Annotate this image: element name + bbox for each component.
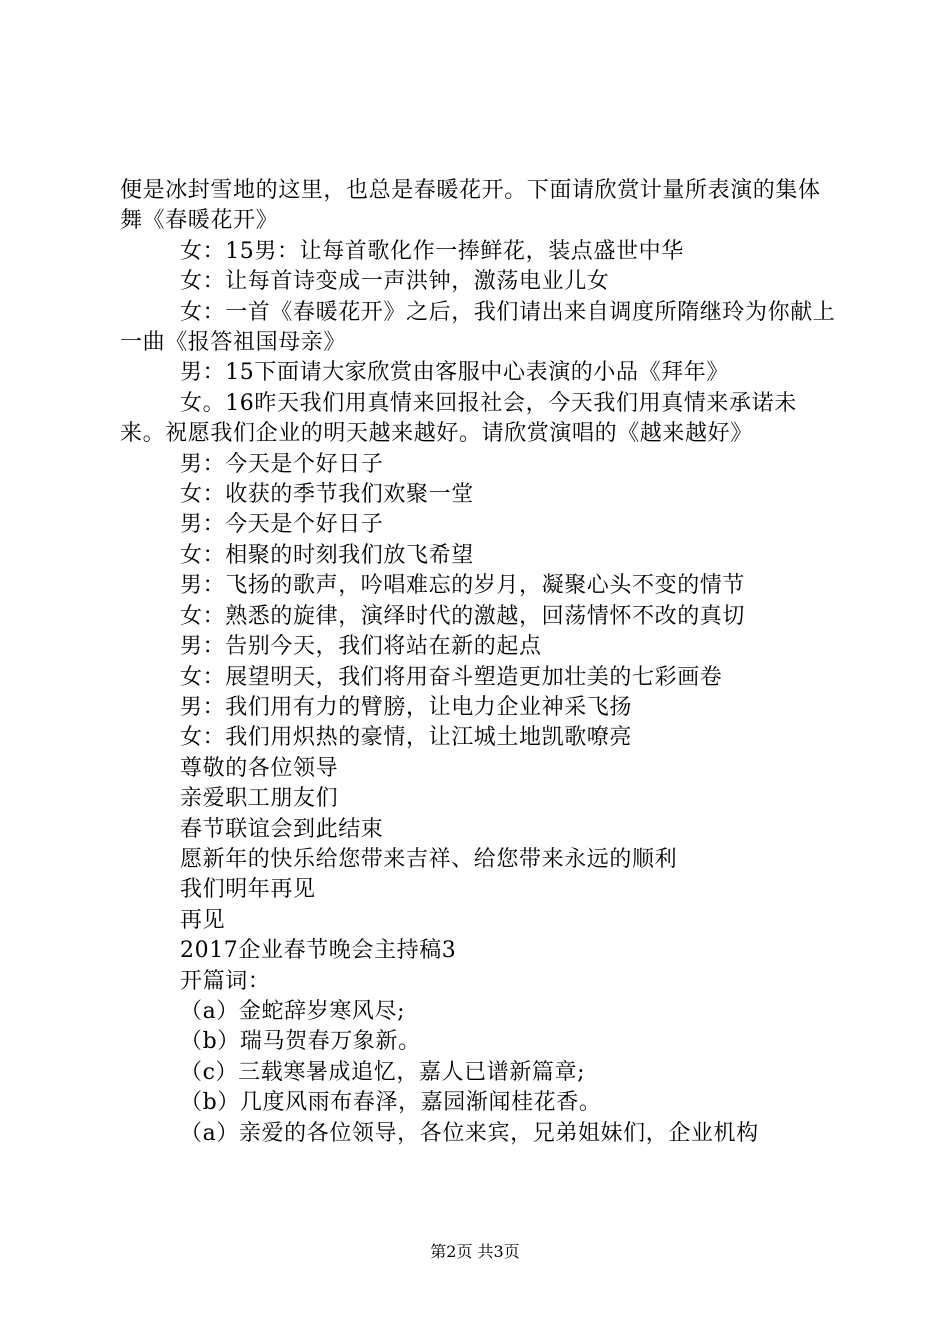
paragraph: 开篇词：	[180, 968, 271, 994]
section-title: 2017企业春节晚会主持稿3	[180, 938, 457, 964]
paragraph: 尊敬的各位领导	[180, 755, 339, 781]
document-body	[120, 176, 840, 1149]
paragraph: 女：我们用炽热的豪情，让江城土地凯歌嘹亮	[180, 725, 633, 751]
paragraph: 男：今天是个好日子	[180, 512, 384, 538]
paragraph: 便是冰封雪地的这里，也总是春暖花开。下面请欣赏计量所表演的集体舞《春暖花开》	[120, 178, 821, 234]
paragraph: 女：一首《春暖花开》之后，我们请出来自调度所隋继玲为你献上一曲《报答祖国母亲》	[120, 299, 836, 356]
paragraph: 男：告别今天，我们将站在新的起点	[180, 634, 542, 660]
paragraph: 男：今天是个好日子	[180, 451, 384, 477]
paragraph: 春节联谊会到此结束	[180, 816, 384, 842]
paragraph: 女：展望明天，我们将用奋斗塑造更加壮美的七彩画卷	[180, 664, 723, 690]
paragraph: 我们明年再见	[180, 877, 316, 903]
paragraph: 女：相聚的时刻我们放飞希望	[180, 542, 474, 568]
paragraph: 女：让每首诗变成一声洪钟，激荡电业儿女	[180, 269, 610, 295]
paragraph: （a）金蛇辞岁寒风尽;	[180, 998, 406, 1024]
paragraph: （b）瑞马贺春万象新。	[180, 1029, 421, 1055]
paragraph: （b）几度风雨布春泽，嘉园渐闻桂花香。	[180, 1090, 602, 1116]
paragraph: 女：熟悉的旋律，演绎时代的激越，回荡情怀不改的真切	[180, 603, 746, 629]
paragraph: 男：我们用有力的臂膀，让电力企业神采飞扬	[180, 694, 633, 720]
paragraph: 男：飞扬的歌声，吟唱难忘的岁月，凝聚心头不变的情节	[180, 573, 746, 599]
page-number-footer: 第2页 共3页	[430, 1242, 520, 1261]
paragraph: 亲爱职工朋友们	[180, 786, 339, 812]
paragraph: 男：15下面请大家欣赏由客服中心表演的小品《拜年》	[180, 360, 729, 386]
paragraph: 再见	[180, 907, 226, 933]
paragraph: 愿新年的快乐给您带来吉祥、给您带来永远的顺利	[180, 846, 678, 872]
paragraph: （a）亲爱的各位领导，各位来宾，兄弟姐妹们，企业机构	[180, 1120, 759, 1146]
paragraph: 女：收获的季节我们欢聚一堂	[180, 482, 474, 508]
paragraph: 女：15男：让每首歌化作一捧鲜花，装点盛世中华	[180, 238, 684, 264]
paragraph: 女。16昨天我们用真情来回报社会，今天我们用真情来承诺未来。祝愿我们企业的明天越来越好。请欣赏演唱的《越来越好》	[120, 390, 797, 447]
paragraph: （c）三载寒暑成追忆，嘉人已谱新篇章;	[180, 1059, 586, 1085]
